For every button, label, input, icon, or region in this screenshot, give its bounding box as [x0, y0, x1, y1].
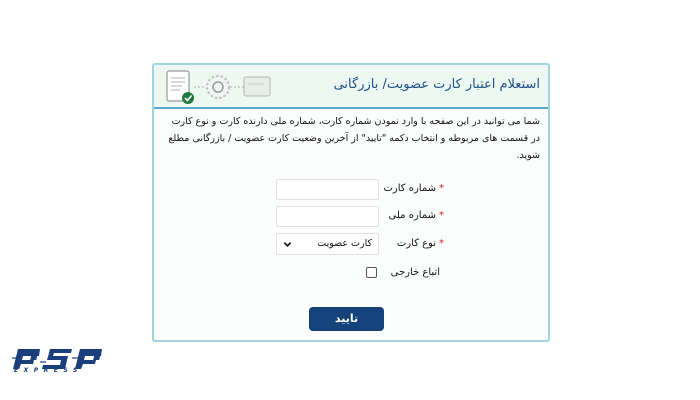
page-title: استعلام اعتبار کارت عضویت/ بازرگانی	[333, 77, 540, 92]
card-type-label	[397, 238, 444, 249]
required-mark: *	[439, 210, 444, 221]
card-number-label	[383, 183, 444, 194]
intro-text: شما می توانید در این صفحه با وارد نمودن شماره کارت، شماره ملی دارنده کارت و نوع کارت در قسمت های مربوطه و انتخاب دکمه "تایید" از آخرین وضعیت کارت عضویت / بازرگانی مطلع شوید.	[168, 116, 540, 161]
national-id-label-text: شماره ملی	[388, 210, 436, 221]
national-id-label	[389, 210, 444, 221]
card-header	[154, 65, 548, 109]
card-type-label-text: نوع کارت	[396, 238, 436, 249]
required-mark: *	[439, 238, 444, 249]
document-verification-icon	[164, 68, 274, 106]
inquiry-card	[152, 63, 550, 342]
foreign-national-label: اتباع خارجی	[390, 267, 440, 278]
card-number-input[interactable]	[276, 179, 379, 200]
chevron-down-icon	[283, 240, 292, 249]
card-type-selected-value: کارت عضویت	[317, 238, 372, 249]
card-type-select[interactable]	[276, 233, 379, 255]
required-mark: *	[439, 183, 444, 194]
foreign-national-checkbox[interactable]	[366, 267, 377, 278]
card-number-label-text: شماره کارت	[383, 183, 436, 194]
submit-button[interactable]: تایید	[309, 307, 384, 331]
national-id-input[interactable]	[276, 206, 379, 227]
logo-subtext: EXPRESS	[14, 367, 83, 374]
